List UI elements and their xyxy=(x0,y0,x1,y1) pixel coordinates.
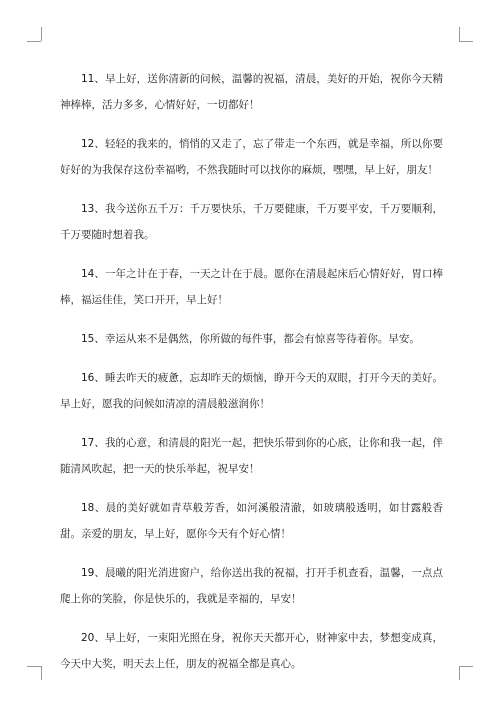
paragraph-13: 13、我今送你五千万：千万要快乐，千万要健康，千万要平安，千万要顺利，千万要随时想着我。 xyxy=(60,203,443,241)
paragraph-15: 15、幸运从来不是偶然，你所做的每件事，都会有惊喜等待着你。早安。 xyxy=(81,333,420,345)
crop-mark-top-left-h xyxy=(27,41,41,42)
paragraph-18: 18、晨的美好就如青草般芳香，如河溪般清澈，如玻璃般透明，如甘露般香甜。亲爱的朋友，早上好，愿你今天有个好心情！ xyxy=(60,502,443,540)
paragraph-20: 20、早上好，一束阳光照在身，祝你天天都开心，财神家中去，梦想变成真，今天中大奖，明天去上任，朋友的祝福全都是真心。 xyxy=(60,632,443,670)
paragraph-16: 16、睡去昨天的疲惫，忘却昨天的烦恼，睁开今天的双眼，打开今天的美好。早上好，愿我的问候如清凉的清晨般滋润你！ xyxy=(60,372,443,410)
crop-mark-bottom-left-v xyxy=(41,666,42,680)
paragraph-17: 17、我的心意，和清晨的阳光一起，把快乐带到你的心底，让你和我一起，伴随清风吹起，把一天的快乐举起，祝早安！ xyxy=(60,437,443,475)
crop-mark-bottom-right-h xyxy=(459,666,473,667)
crop-mark-top-right-h xyxy=(459,41,473,42)
crop-mark-top-right-v xyxy=(459,27,460,41)
paragraph-19: 19、晨曦的阳光消进窗户，给你送出我的祝福，打开手机查看，温馨，一点点爬上你的笑脸，你是快乐的，我就是幸福的，早安！ xyxy=(60,567,443,605)
paragraph-14: 14、一年之计在于春，一天之计在于晨。愿你在清晨起床后心情好好，胃口棒棒，福运佳佳，笑口开开，早上好！ xyxy=(60,268,443,306)
crop-mark-bottom-left-h xyxy=(27,666,41,667)
crop-mark-bottom-right-v xyxy=(459,666,460,680)
paragraph-12: 12、轻轻的我来的，悄悄的又走了，忘了带走一个东西，就是幸福，所以你要好好的为我保存这份幸福哟，不然我随时可以找你的麻烦，嘿嘿，早上好，朋友！ xyxy=(60,138,443,176)
crop-mark-top-left-v xyxy=(41,27,42,41)
paragraph-11: 11、早上好，送你清新的问候，温馨的祝福，清晨，美好的开始，祝你今天精神棒棒，活力多多，心情好好，一切都好！ xyxy=(60,73,443,111)
document-body xyxy=(60,66,443,690)
